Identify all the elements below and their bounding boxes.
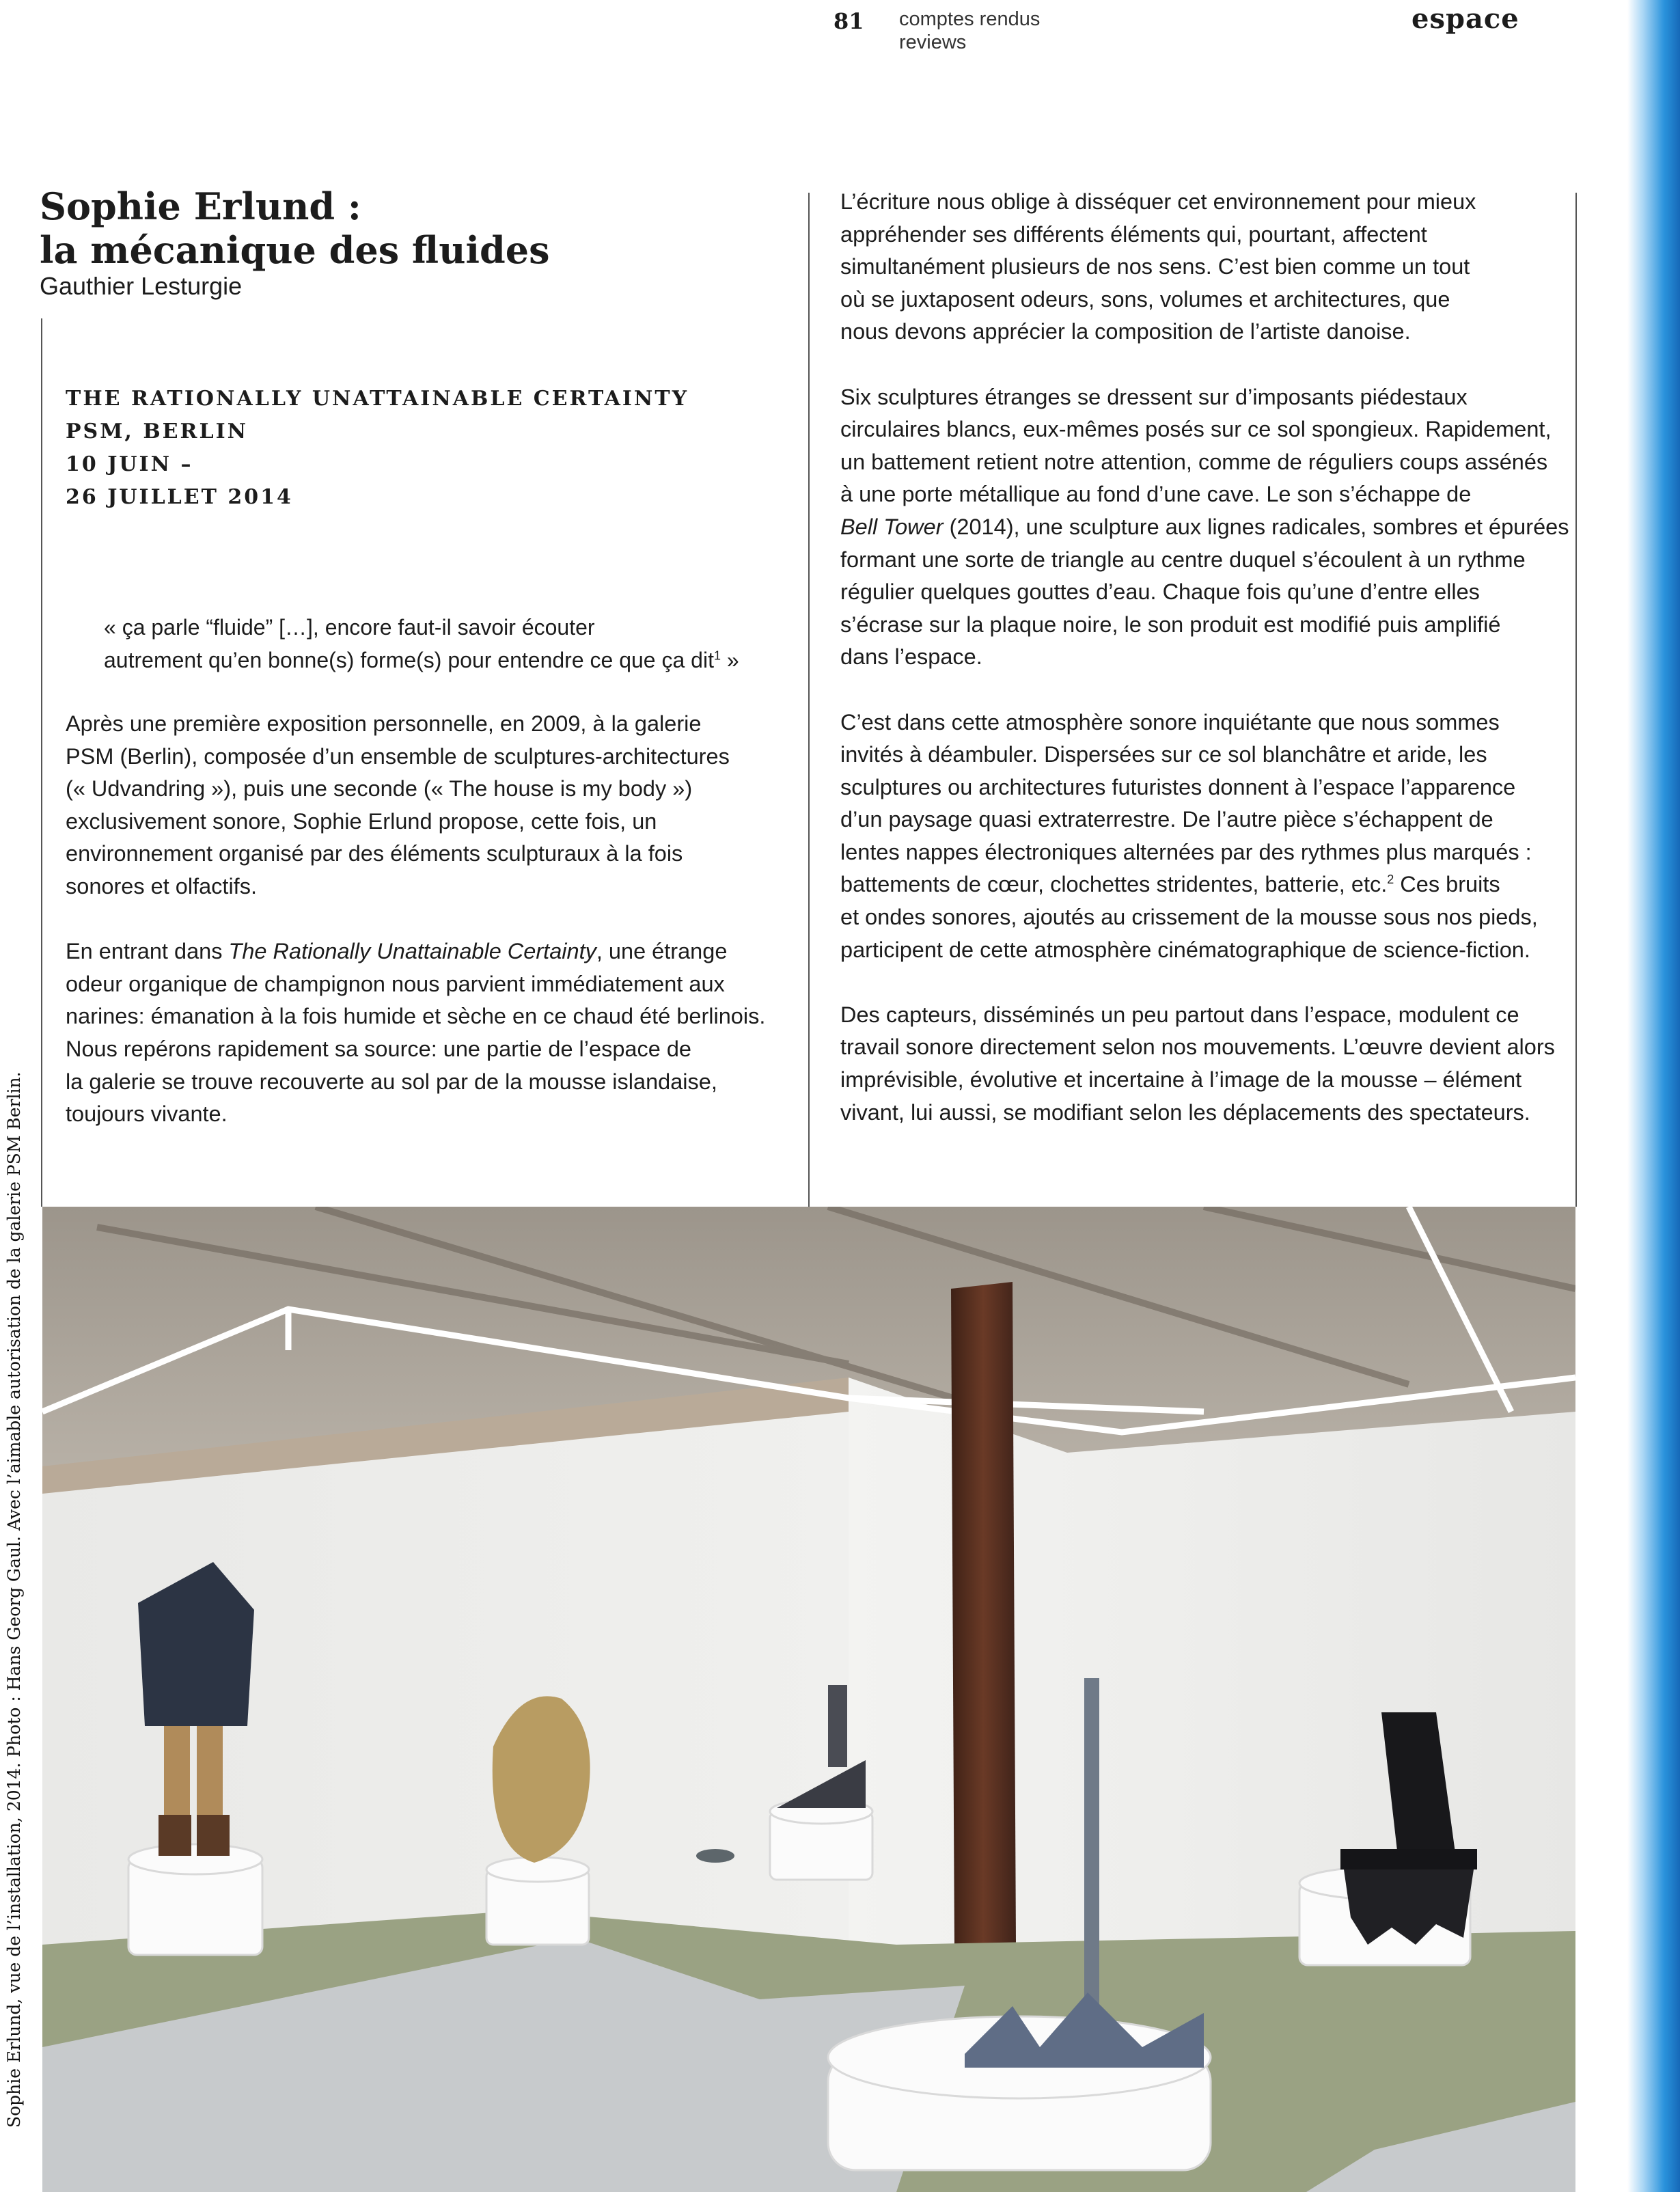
column-rule-right (1575, 193, 1577, 1207)
text-line: narines: émanation à la fois humide et sèche en ce chaud été berlinois. (66, 1004, 766, 1029)
text-line: appréhender ses différents éléments qui, pourtant, affectent (840, 221, 1427, 247)
article-author: Gauthier Lesturgie (40, 272, 243, 300)
section-label-fr: comptes rendus (899, 8, 1041, 30)
text-line: nous devons apprécier la composition de l’artiste danoise. (840, 319, 1411, 344)
text-line: la galerie se trouve recouverte au sol par de la mousse islandaise, (66, 1069, 717, 1094)
text-line: sonores et olfactifs. (66, 873, 257, 899)
text-line: Nous repérons rapidement sa source: une partie de l’espace de (66, 1036, 691, 1061)
exhibition-dates-start: 10 JUIN – (66, 452, 193, 476)
page-number: 81 (834, 8, 864, 34)
text-span: (2014), une sculpture aux lignes radicales, sombres et épurées (943, 514, 1569, 539)
footnote-ref-2: 2 (1387, 873, 1394, 887)
text-line: un battement retient notre attention, comme de réguliers coups assénés (840, 449, 1548, 474)
text-line: à une porte métallique au fond d’une cave. Le son s’échappe de (840, 482, 1472, 507)
text-line: L’écriture nous oblige à disséquer cet environnement pour mieux (840, 189, 1476, 214)
exhibition-venue: PSM, BERLIN (66, 420, 249, 443)
edge-color-bar (1627, 0, 1680, 2192)
body-column-right (840, 186, 1571, 1162)
text-line (840, 511, 1571, 544)
epigraph-line-2 (104, 644, 787, 676)
text-line: et ondes sonores, ajoutés au crissement de la mousse sous nos pieds, (840, 905, 1538, 930)
text-line: invités à déambuler. Dispersées sur ce sol blanchâtre et aride, les (840, 742, 1487, 767)
text-line: d’un paysage quasi extraterrestre. De l’autre pièce s’échappent de (840, 807, 1493, 832)
work-title-italic: Bell Tower (840, 514, 944, 539)
body-column-left (66, 708, 797, 1163)
photo-credit: Sophie Erlund, vue de l’installation, 2014. Photo : Hans Georg Gaul. Avec l’aimable autorisation de la galerie PSM Berlin. (4, 1071, 24, 2128)
text-line: exclusivement sonore, Sophie Erlund propose, cette fois, un (66, 808, 657, 834)
article-title-line-2: la mécanique des fluides (40, 228, 550, 272)
text-line: Des capteurs, disséminés un peu partout dans l’espace, modulent ce (840, 1002, 1519, 1027)
paragraph-left-2 (66, 935, 797, 1131)
text-line: toujours vivante. (66, 1101, 228, 1127)
installation-photo (42, 1207, 1575, 2192)
exhibition-dates-end: 26 JUILLET 2014 (66, 485, 293, 509)
paragraph-right-2 (840, 381, 1571, 674)
text-line: formant une sorte de triangle au centre duquel s’écoulent à un rythme (840, 547, 1526, 572)
column-rule-middle (808, 193, 810, 1207)
text-line: où se juxtaposent odeurs, sons, volumes et architectures, que (840, 286, 1450, 312)
text-line (66, 935, 797, 968)
column-rule-left (41, 318, 42, 1207)
text-line: vivant, lui aussi, se modifiant selon les déplacements des spectateurs. (840, 1099, 1530, 1125)
text-line: simultanément plusieurs de nos sens. C’est bien comme un tout (840, 254, 1470, 279)
paragraph-right-4 (840, 999, 1571, 1129)
epigraph-line-2-text: autrement qu’en bonne(s) forme(s) pour entendre ce que ça dit (104, 648, 714, 672)
exhibition-title: THE RATIONALLY UNATTAINABLE CERTAINTY (66, 387, 689, 411)
text-line: environnement organisé par des éléments sculpturaux à la fois (66, 841, 683, 866)
text-span: En entrant dans (66, 939, 229, 964)
text-line: dans l’espace. (840, 644, 982, 670)
text-line: travail sonore directement selon nos mouvements. L’œuvre devient alors (840, 1035, 1555, 1060)
footnote-ref-1: 1 (713, 648, 721, 663)
text-line: régulier quelques gouttes d’eau. Chaque fois qu’une d’entre elles (840, 579, 1480, 605)
paragraph-right-1 (840, 186, 1571, 348)
epigraph-line-1: « ça parle “fluide” […], encore faut-il savoir écouter (104, 615, 595, 640)
text-line (840, 868, 1571, 901)
section-label-en: reviews (899, 31, 967, 53)
article-title-line-1: Sophie Erlund : (40, 184, 361, 228)
text-span: Ces bruits (1394, 872, 1500, 897)
text-line: lentes nappes électroniques alternées par des rythmes plus marqués : (840, 839, 1532, 864)
text-line: Après une première exposition personnelle, en 2009, à la galerie (66, 711, 702, 736)
text-line: (« Udvandring »), puis une seconde (« The house is my body ») (66, 776, 693, 802)
text-line: C’est dans cette atmosphère sonore inquiétante que nous sommes (840, 709, 1500, 735)
text-line: s’écrase sur la plaque noire, le son produit est modifié puis amplifié (840, 612, 1501, 637)
magazine-name: espace (1412, 3, 1519, 35)
text-line: circulaires blancs, eux-mêmes posés sur ce sol spongieux. Rapidement, (840, 417, 1552, 442)
epigraph-close: » (720, 648, 739, 672)
exhibition-title-italic: The Rationally Unattainable Certainty (228, 939, 596, 964)
text-span: , une étrange (596, 939, 728, 964)
text-line: Six sculptures étranges se dressent sur d’imposants piédestaux (840, 384, 1468, 409)
text-line: odeur organique de champignon nous parvient immédiatement aux (66, 971, 725, 996)
text-line: participent de cette atmosphère cinématographique de science-fiction. (840, 937, 1530, 962)
paragraph-right-3 (840, 707, 1571, 967)
text-line: sculptures ou architectures futuristes donnent à l’espace l’apparence (840, 774, 1516, 799)
text-span: battements de cœur, clochettes stridentes, batterie, etc. (840, 872, 1388, 897)
text-line: imprévisible, évolutive et incertaine à l’image de la mousse – élément (840, 1067, 1522, 1093)
paragraph-left-1 (66, 708, 797, 903)
epigraph (104, 611, 787, 676)
text-line: PSM (Berlin), composée d’un ensemble de sculptures-architectures (66, 743, 730, 769)
